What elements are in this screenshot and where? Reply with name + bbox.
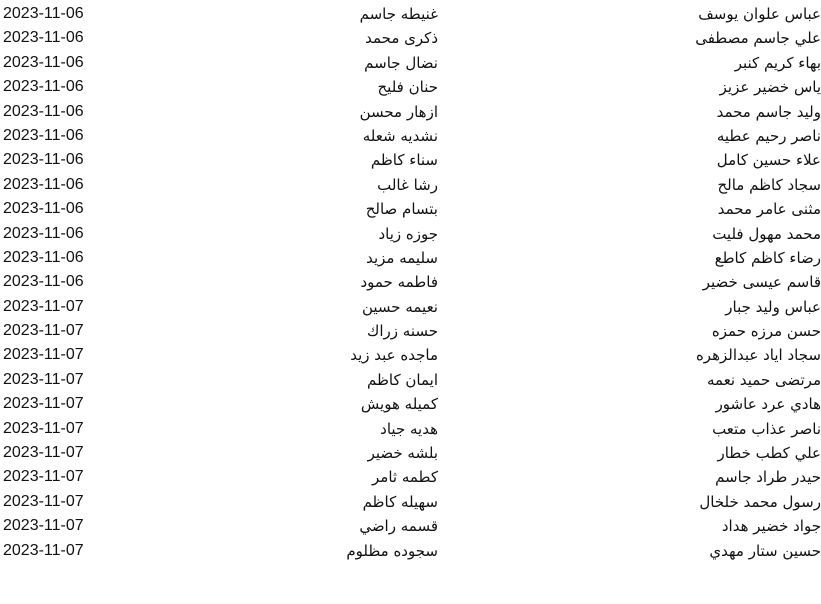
first-name-cell[interactable]: بهاء كريم كنبر — [734, 53, 821, 72]
table-row — [0, 319, 821, 343]
date-cell[interactable]: 2023-11-07 — [3, 297, 84, 315]
second-name-cell[interactable]: ماجده عبد زيد — [350, 346, 438, 365]
table-row — [0, 343, 821, 367]
table-row — [0, 124, 821, 148]
first-name-cell[interactable]: حسن مرزه حمزه — [711, 322, 821, 341]
second-name-cell[interactable]: جوزه زياد — [378, 224, 438, 243]
second-name-cell[interactable]: بتسام صالح — [365, 200, 438, 219]
first-name-cell[interactable]: ناصر رحيم عطيه — [716, 126, 821, 145]
date-cell[interactable]: 2023-11-07 — [3, 444, 84, 462]
date-cell[interactable]: 2023-11-07 — [3, 541, 84, 559]
date-cell[interactable]: 2023-11-06 — [3, 224, 84, 242]
second-name-cell[interactable]: رشا غالب — [377, 175, 438, 194]
table-row — [0, 392, 821, 416]
first-name-cell[interactable]: هادي عرد عاشور — [715, 395, 821, 414]
table-row — [0, 26, 821, 50]
second-name-cell[interactable]: هديه جياد — [380, 419, 438, 438]
first-name-cell[interactable]: سجاد كاظم مالح — [717, 175, 821, 194]
date-cell[interactable]: 2023-11-06 — [3, 151, 84, 169]
second-name-cell[interactable]: نعيمه حسين — [361, 297, 438, 316]
date-cell[interactable]: 2023-11-06 — [3, 273, 84, 291]
date-cell[interactable]: 2023-11-07 — [3, 322, 84, 340]
second-name-cell[interactable]: سناء كاظم — [370, 151, 438, 170]
date-cell[interactable]: 2023-11-07 — [3, 492, 84, 510]
table-row — [0, 51, 821, 75]
table-row — [0, 197, 821, 221]
table-row — [0, 246, 821, 270]
table-row — [0, 148, 821, 172]
second-name-cell[interactable]: غنيطه جاسم — [359, 5, 438, 23]
first-name-cell[interactable]: حسين ستار مهدي — [709, 541, 821, 560]
first-name-cell[interactable]: محمد مهول فليت — [712, 224, 821, 243]
second-name-cell[interactable]: كطمه ثامر — [372, 468, 438, 487]
second-name-cell[interactable]: سهيله كاظم — [362, 492, 438, 511]
date-cell[interactable]: 2023-11-06 — [3, 200, 84, 218]
first-name-cell[interactable]: عباس علوان يوسف — [698, 5, 821, 23]
first-name-cell[interactable]: علاء حسين كامل — [716, 151, 821, 170]
first-name-cell[interactable]: جواد خضير هداد — [721, 517, 821, 536]
table-row — [0, 465, 821, 489]
second-name-cell[interactable]: سجوده مظلوم — [346, 541, 438, 560]
first-name-cell[interactable]: رضاء كاظم كاطع — [714, 248, 821, 267]
table-row — [0, 441, 821, 465]
first-name-cell[interactable]: مرتضى حميد نعمه — [706, 370, 821, 389]
date-cell[interactable]: 2023-11-06 — [3, 248, 84, 266]
second-name-cell[interactable]: فاطمه حمود — [360, 273, 438, 292]
second-name-cell[interactable]: نشديه شعله — [362, 126, 438, 145]
first-name-cell[interactable]: ياس خضير عزيز — [719, 78, 821, 97]
second-name-cell[interactable]: قسمه راضي — [359, 517, 438, 536]
table-row — [0, 417, 821, 441]
date-cell[interactable]: 2023-11-07 — [3, 395, 84, 413]
first-name-cell[interactable]: علي كطب خطار — [717, 444, 821, 463]
date-cell[interactable]: 2023-11-06 — [3, 5, 84, 22]
first-name-cell[interactable]: رسول محمد خلخال — [699, 492, 821, 511]
table-row — [0, 173, 821, 197]
first-name-cell[interactable]: ناصر عذاب متعب — [712, 419, 821, 438]
table-row — [0, 295, 821, 319]
date-cell[interactable]: 2023-11-07 — [3, 517, 84, 535]
second-name-cell[interactable]: ازهار محسن — [359, 102, 438, 121]
table-row — [0, 490, 821, 514]
second-name-cell[interactable]: بلشه خضير — [367, 444, 438, 463]
date-cell[interactable]: 2023-11-07 — [3, 346, 84, 364]
first-name-cell[interactable]: عباس وليد جبار — [725, 297, 821, 316]
date-cell[interactable]: 2023-11-06 — [3, 29, 84, 47]
table-row — [0, 2, 821, 26]
second-name-cell[interactable]: ذكرى محمد — [365, 29, 438, 48]
date-cell[interactable]: 2023-11-06 — [3, 78, 84, 96]
first-name-cell[interactable]: قاسم عيسى خضير — [702, 273, 821, 292]
second-name-cell[interactable]: كميله هويش — [360, 395, 438, 414]
first-name-cell[interactable]: سجاد اياد عبدالزهره — [695, 346, 821, 365]
table-row — [0, 75, 821, 99]
date-cell[interactable]: 2023-11-06 — [3, 53, 84, 71]
second-name-cell[interactable]: حسنه زراك — [366, 322, 438, 341]
second-name-cell[interactable]: حنان فليح — [377, 78, 438, 97]
date-cell[interactable]: 2023-11-06 — [3, 175, 84, 193]
first-name-cell[interactable]: مثنى عامر محمد — [717, 200, 821, 219]
date-cell[interactable]: 2023-11-07 — [3, 370, 84, 388]
table-row — [0, 222, 821, 246]
table-row — [0, 539, 821, 563]
table-row — [0, 100, 821, 124]
date-cell[interactable]: 2023-11-06 — [3, 102, 84, 120]
date-cell[interactable]: 2023-11-07 — [3, 419, 84, 437]
date-cell[interactable]: 2023-11-07 — [3, 468, 84, 486]
first-name-cell[interactable]: وليد جاسم محمد — [716, 102, 821, 121]
second-name-cell[interactable]: ايمان كاظم — [366, 370, 438, 389]
table-row — [0, 270, 821, 294]
first-name-cell[interactable]: حيدر طراد جاسم — [715, 468, 821, 487]
table-row — [0, 514, 821, 538]
date-cell[interactable]: 2023-11-06 — [3, 126, 84, 144]
table-row — [0, 368, 821, 392]
first-name-cell[interactable]: علي جاسم مصطفى — [695, 29, 821, 48]
second-name-cell[interactable]: نضال جاسم — [364, 53, 438, 72]
second-name-cell[interactable]: سليمه مزيد — [366, 248, 438, 267]
